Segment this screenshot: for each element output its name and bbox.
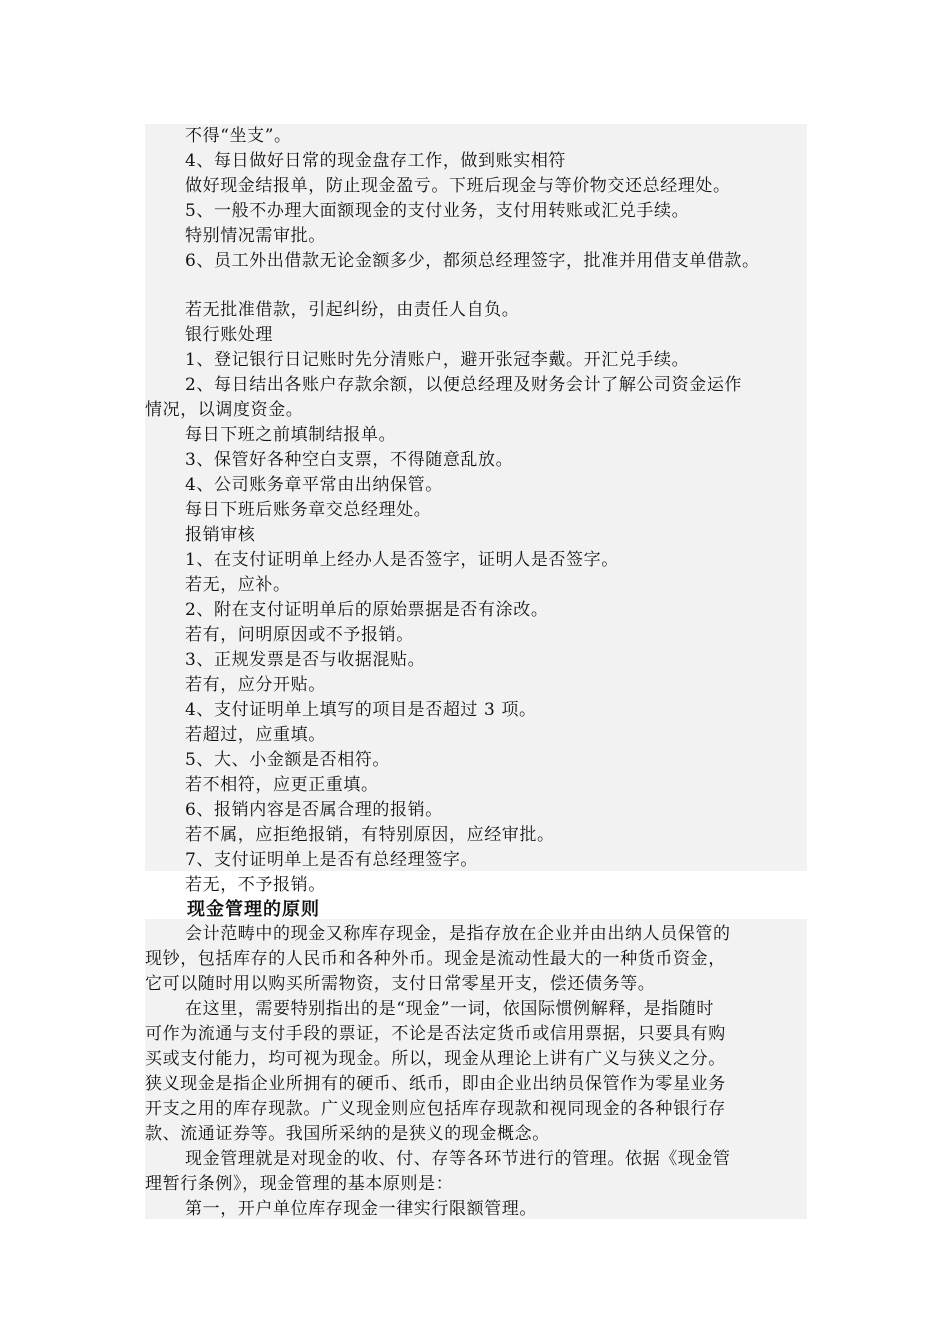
paragraph-line: 开支之用的库存现款。广义现金则应包括库存现款和视同现金的各种银行存 bbox=[145, 1099, 726, 1119]
paragraph-line: 做好现金结报单，防止现金盈亏。下班后现金与等价物交还总经理处。 bbox=[185, 176, 731, 196]
paragraph-line: 若无批准借款，引起纠纷，由责任人自负。 bbox=[185, 300, 520, 320]
list-item: 每日下班后账务章交总经理处。 bbox=[185, 500, 432, 520]
paragraph-line: 款、流通证券等。我国所采纳的是狭义的现金概念。 bbox=[145, 1124, 550, 1144]
section-title-audit: 报销审核 bbox=[185, 525, 256, 545]
list-item: 若超过，应重填。 bbox=[185, 725, 326, 745]
paragraph-line: 第一，开户单位库存现金一律实行限额管理。 bbox=[185, 1199, 537, 1219]
paragraph-line: 它可以随时用以购买所需物资，支付日常零星开支，偿还债务等。 bbox=[145, 974, 656, 994]
list-item: 2、附在支付证明单后的原始票据是否有涂改。 bbox=[185, 600, 549, 620]
list-item: 7、支付证明单上是否有总经理签字。 bbox=[185, 850, 479, 870]
list-item: 情况，以调度资金。 bbox=[145, 400, 304, 420]
list-item: 每日下班之前填制结报单。 bbox=[185, 425, 397, 445]
paragraph-line: 现钞，包括库存的人民币和各种外币。现金是流动性最大的一种货币资金， bbox=[145, 949, 726, 969]
list-item: 若有，问明原因或不予报销。 bbox=[185, 625, 414, 645]
paragraph-line: 买或支付能力，均可视为现金。所以，现金从理论上讲有广义与狭义之分。 bbox=[145, 1049, 726, 1069]
paragraph-line: 5、一般不办理大面额现金的支付业务，支付用转账或汇兑手续。 bbox=[185, 201, 690, 221]
list-item: 若有，应分开贴。 bbox=[185, 675, 326, 695]
list-item: 3、正规发票是否与收据混贴。 bbox=[185, 650, 426, 670]
paragraph-line: 不得“坐支”。 bbox=[185, 126, 292, 146]
paragraph-line: 6、员工外出借款无论金额多少，都须总经理签字，批准并用借支单借款。 bbox=[185, 251, 760, 271]
list-item: 若无，不予报销。 bbox=[185, 875, 326, 895]
paragraph-line: 4、每日做好日常的现金盘存工作，做到账实相符 bbox=[185, 151, 567, 171]
paragraph-line: 狭义现金是指企业所拥有的硬币、纸币，即由企业出纳员保管作为零星业务 bbox=[145, 1074, 726, 1094]
section-heading-principles: 现金管理的原则 bbox=[187, 899, 320, 920]
paragraph-line: 理暂行条例》，现金管理的基本原则是： bbox=[145, 1174, 454, 1194]
paragraph-line: 会计范畴中的现金又称库存现金，是指存放在企业并由出纳人员保管的 bbox=[185, 924, 731, 944]
paragraph-line: 在这里，需要特别指出的是“现金”一词，依国际惯例解释，是指随时 bbox=[185, 999, 714, 1019]
list-item: 6、报销内容是否属合理的报销。 bbox=[185, 800, 443, 820]
list-item: 5、大、小金额是否相符。 bbox=[185, 750, 391, 770]
paragraph-line: 特别情况需审批。 bbox=[185, 226, 326, 246]
list-item: 若无，应补。 bbox=[185, 575, 291, 595]
list-item: 若不属，应拒绝报销，有特别原因，应经审批。 bbox=[185, 825, 555, 845]
list-item: 4、公司账务章平常由出纳保管。 bbox=[185, 475, 443, 495]
paragraph-line: 现金管理就是对现金的收、付、存等各环节进行的管理。依据《现金管 bbox=[185, 1149, 731, 1169]
list-item: 若不相符，应更正重填。 bbox=[185, 775, 379, 795]
list-item: 3、保管好各种空白支票，不得随意乱放。 bbox=[185, 450, 514, 470]
paragraph-line: 可作为流通与支付手段的票证，不论是否法定货币或信用票据，只要具有购 bbox=[145, 1024, 726, 1044]
list-item: 4、支付证明单上填写的项目是否超过 3 项。 bbox=[185, 700, 537, 720]
list-item: 1、在支付证明单上经办人是否签字，证明人是否签字。 bbox=[185, 550, 619, 570]
list-item: 2、每日结出各账户存款余额，以便总经理及财务会计了解公司资金运作 bbox=[185, 375, 743, 395]
section-title-bank: 银行账处理 bbox=[185, 325, 273, 345]
list-item: 1、登记银行日记账时先分清账户，避开张冠李戴。开汇兑手续。 bbox=[185, 350, 690, 370]
